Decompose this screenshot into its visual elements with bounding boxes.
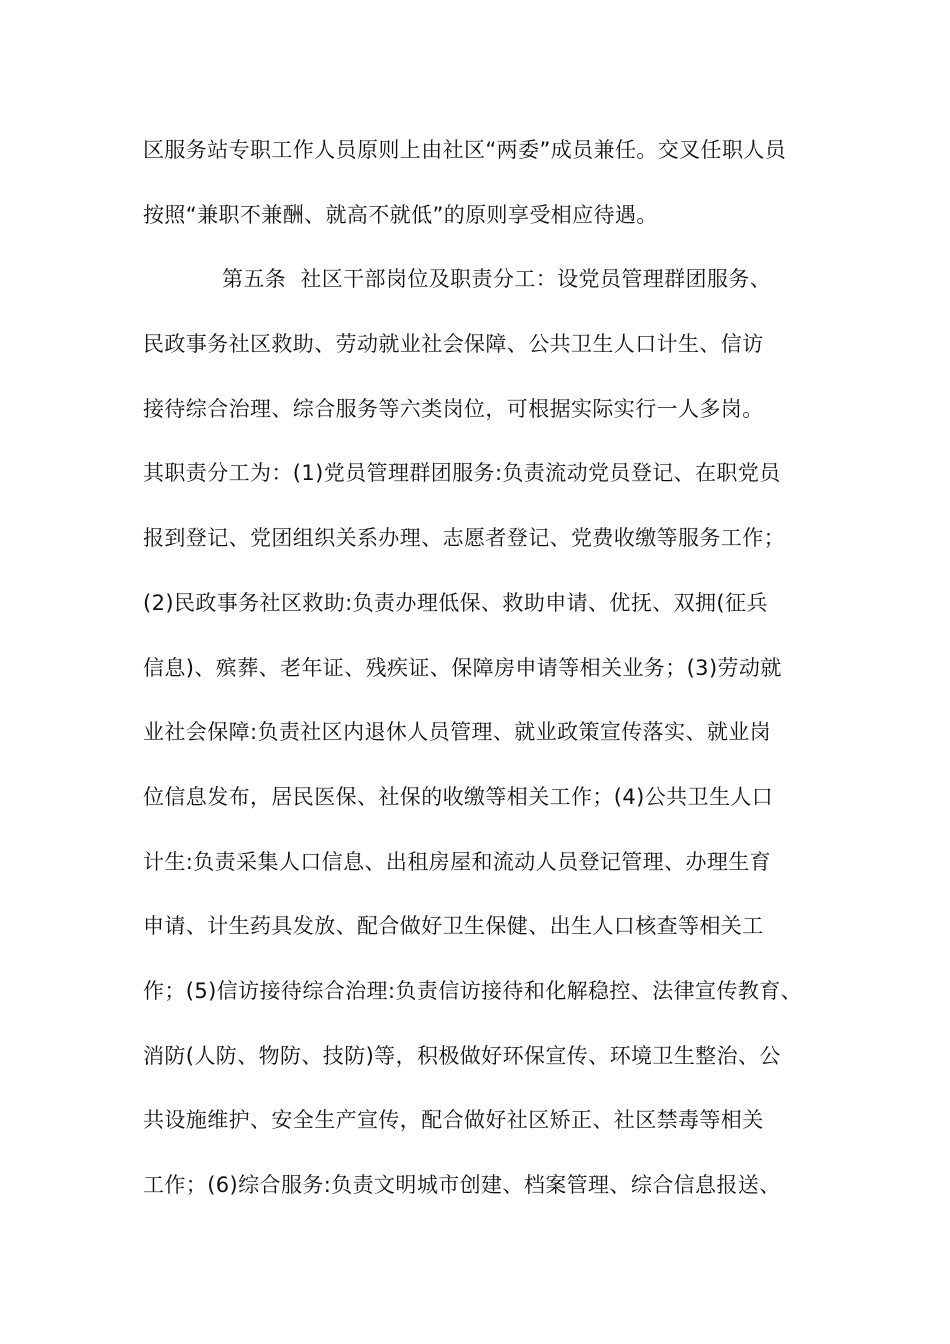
text-line-8: (2)民政事务社区救助:负责办理低保、救助申请、优抚、双拥(征兵 [143,590,768,615]
text-line-9: 信息)、殡葬、老年证、残疾证、保障房申请等相关业务；(3)劳动就 [143,655,782,680]
text-line-10: 业社会保障:负责社区内退休人员管理、就业政策宣传落实、就业岗 [143,720,772,745]
text-line-6: 其职责分工为：(1)党员管理群团服务:负责流动党员登记、在职党员 [143,461,781,486]
text-line-14: 作；(5)信访接待综合治理:负责信访接待和化解稳控、法律宣传教育、 [143,978,803,1003]
text-line-2: 按照“兼职不兼酬、就高不就低”的原则享受相应待遇。 [143,202,658,227]
article-5-heading-line: 第五条 社区干部岗位及职责分工：设党员管理群团服务、 [222,267,772,292]
text-line-1: 区服务站专职工作人员原则上由社区“两委”成员兼任。交叉任职人员 [143,138,787,162]
text-line-17: 工作；(6)综合服务:负责文明城市创建、档案管理、综合信息报送、 [143,1173,781,1197]
document-body [143,126,833,1226]
text-line-11: 位信息发布，居民医保、社保的收缴等相关工作；(4)公共卫生人口 [143,784,774,809]
text-line-16: 共设施维护、安全生产宣传，配合做好社区矫正、社区禁毒等相关 [143,1108,764,1133]
text-line-4: 民政事务社区救助、劳动就业社会保障、公共卫生人口计生、信访 [143,332,764,357]
text-line-15: 消防(人防、物防、技防)等，积极做好环保宣传、环境卫生整治、公 [143,1043,781,1068]
text-line-7: 报到登记、党团组织关系办理、志愿者登记、党费收缴等服务工作； [143,526,785,551]
text-line-5: 接待综合治理、综合服务等六类岗位，可根据实际实行一人多岗。 [143,396,764,421]
text-line-12: 计生:负责采集人口信息、出租房屋和流动人员登记管理、办理生育 [143,849,772,874]
text-line-13: 申请、计生药具发放、配合做好卫生保健、出生人口核查等相关工 [143,914,764,939]
